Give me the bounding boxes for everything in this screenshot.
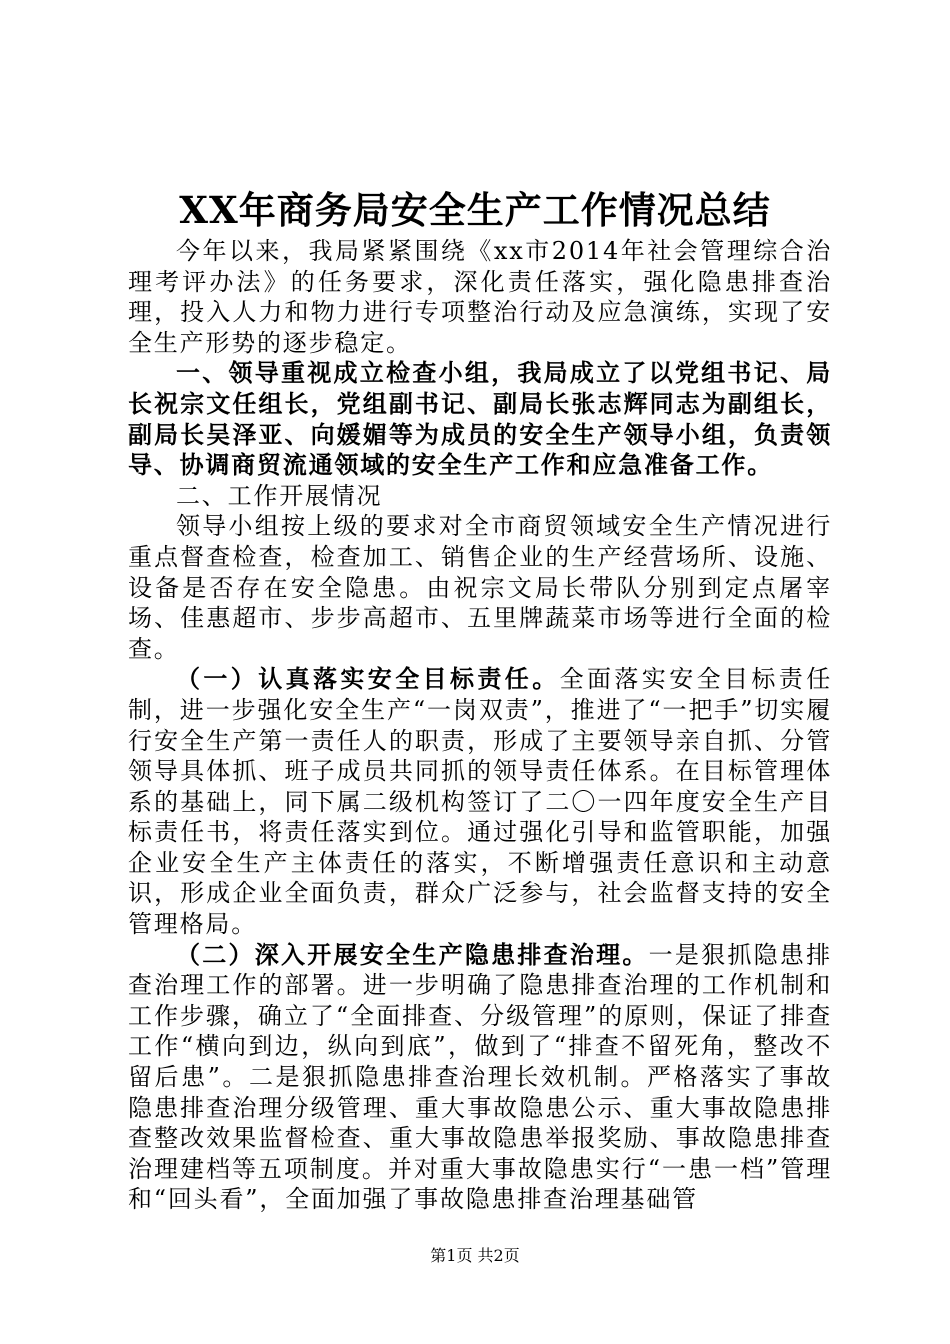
- section-2-intro-paragraph: 领导小组按上级的要求对全市商贸领域安全生产情况进行重点督查检查，检查加工、销售企业的生产经营场所、设施、设备是否存在安全隐患。由祝宗文局长带队分别到定点屠宰场、佳惠超市、步步高超市、五里牌蔬菜市场等进行全面的检查。: [128, 512, 832, 663]
- document-body: [128, 236, 832, 1215]
- item-2-heading: （二）深入开展安全生产隐患排查治理。: [176, 939, 649, 969]
- item-2-paragraph: [128, 940, 832, 1215]
- item-1-body: 全面落实安全目标责任制，进一步强化安全生产“一岗双责”，推进了“一把手”切实履行安全生产第一责任人的职责，形成了主要领导亲自抓、分管领导具体抓、班子成员共同抓的领导责任体系。在目标管理体系的基础上，同下属二级机构签订了二〇一四年度安全生产目标责任书，将责任落实到位。通过强化引导和监管职能，加强企业安全生产主体责任的落实，不断增强责任意识和主动意识，形成企业全面负责，群众广泛参与，社会监督支持的安全管理格局。: [128, 665, 833, 939]
- item-2-body: 一是狠抓隐患排查治理工作的部署。进一步明确了隐患排查治理的工作机制和工作步骤，确立了“全面排查、分级管理”的原则，保证了排查工作“横向到边，纵向到底”，做到了“排查不留死角，整改不留后患”。二是狠抓隐患排查治理长效机制。严格落实了事故隐患排查治理分级管理、重大事故隐患公示、重大事故隐患排查整改效果监督检查、重大事故隐患举报奖励、事故隐患排查治理建档等五项制度。并对重大事故隐患实行“一患一档”管理和“回头看”，全面加强了事故隐患排查治理基础管: [128, 940, 832, 1214]
- section-2-heading: 二、工作开展情况: [176, 481, 383, 510]
- intro-paragraph: 今年以来，我局紧紧围绕《xx市2014年社会管理综合治理考评办法》的任务要求，深化责任落实，强化隐患排查治理，投入人力和物力进行专项整治行动及应急演练，实现了安全生产形势的逐步稳定。: [128, 237, 832, 357]
- document-title: XX年商务局安全生产工作情况总结: [179, 188, 771, 232]
- page-number-footer: 第1页 共2页: [430, 1246, 520, 1265]
- item-1-heading: （一）认真落实安全目标责任。: [176, 664, 560, 694]
- item-1-paragraph: [128, 664, 832, 939]
- section-1-paragraph: 一、领导重视成立检查小组，我局成立了以党组书记、局长祝宗文任组长，党组副书记、副局长张志辉同志为副组长，副局长吴泽亚、向媛媚等为成员的安全生产领导小组，负责领导、协调商贸流通领域的安全生产工作和应急准备工作。: [128, 358, 832, 480]
